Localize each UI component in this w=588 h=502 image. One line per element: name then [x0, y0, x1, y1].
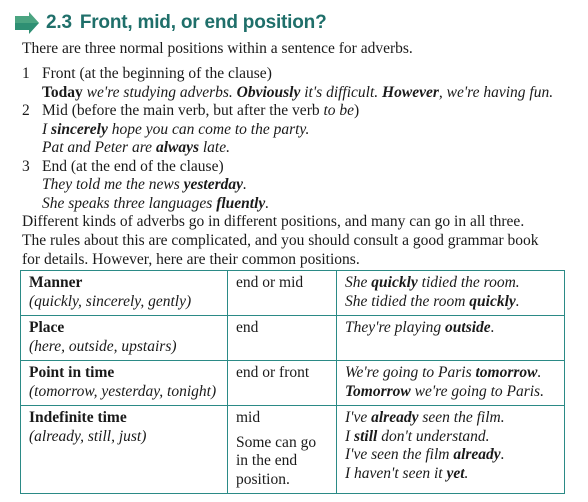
- adverb-highlight: already: [453, 446, 501, 463]
- example-cell: [337, 271, 565, 316]
- table-row: [21, 271, 565, 316]
- table-example: I haven't seen it yet.: [345, 464, 469, 482]
- adverb-highlight: Today: [42, 83, 83, 101]
- adverb-kind-cell: [21, 406, 228, 494]
- position-cell: [228, 361, 337, 406]
- adverb-highlight: always: [155, 139, 199, 156]
- adverb-kind: Place: [29, 319, 65, 336]
- position-note-line: in the end: [236, 452, 298, 469]
- table-example: She tidied the room quickly.: [345, 292, 520, 310]
- adverb-highlight: Tomorrow: [345, 382, 411, 400]
- position-note-line: position.: [236, 470, 290, 488]
- adverb-highlight: yesterday: [183, 176, 244, 193]
- position-item: [22, 158, 582, 214]
- section-number: 2.3: [46, 12, 72, 33]
- position-body: [42, 65, 582, 102]
- example-sentence: They told me the news yesterday.: [42, 176, 247, 193]
- position-number: 1: [22, 65, 30, 82]
- paragraph-line: The rules about this are complicated, and you should consult a good grammar book: [22, 232, 539, 249]
- example-sentence: Pat and Peter are always late.: [42, 139, 230, 156]
- table-example: I still don't understand.: [345, 427, 490, 445]
- adverb-highlight: quickly: [371, 274, 418, 291]
- table-row: [21, 361, 565, 406]
- position-number: 2: [22, 102, 30, 119]
- paragraph-line: Different kinds of adverbs go in different positions, and many can go in all three.: [22, 213, 525, 230]
- table-example: We're going to Paris tomorrow.: [345, 364, 542, 381]
- adverb-kind: Point in time: [29, 364, 115, 381]
- position-cell: [228, 316, 337, 361]
- position-body: [42, 102, 582, 158]
- explanation-paragraph: [22, 212, 539, 269]
- position-label: Front (at the beginning of the clause): [42, 65, 272, 82]
- section-title-text: Front, mid, or end position?: [79, 12, 327, 33]
- adverb-highlight: sincerely: [51, 120, 108, 138]
- adverb-examples: (here, outside, upstairs): [29, 337, 177, 355]
- position-item: [22, 102, 582, 158]
- intro-text: There are three normal positions within a sentence for adverbs.: [22, 40, 413, 57]
- adverb-examples: (quickly, sincerely, gently): [29, 292, 192, 310]
- position-value: mid: [236, 409, 261, 426]
- positions-list: [22, 65, 582, 213]
- adverb-highlight: However: [382, 83, 439, 101]
- position-number: 3: [22, 157, 30, 175]
- table-row: [21, 406, 565, 494]
- adverb-highlight: Obviously: [236, 83, 301, 101]
- table-example: Tomorrow we're going to Paris.: [345, 382, 544, 400]
- position-item: [22, 65, 582, 102]
- table-row: [21, 316, 565, 361]
- position-value: end or front: [236, 364, 310, 381]
- adverb-highlight: fluently: [216, 194, 266, 212]
- example-cell: [337, 361, 565, 406]
- position-label: Mid (before the main verb, but after the verb to be): [42, 102, 360, 119]
- table-example: She quickly tidied the room.: [345, 274, 520, 291]
- position-label: End (at the end of the clause): [42, 157, 224, 175]
- adverb-kind: Manner: [29, 274, 83, 291]
- adverb-kind: Indefinite time: [29, 409, 127, 426]
- adverb-examples: (tomorrow, yesterday, tonight): [29, 382, 217, 400]
- example-cell: [337, 316, 565, 361]
- adverb-kind-cell: [21, 316, 228, 361]
- table-example: I've seen the film already.: [345, 446, 505, 463]
- adverb-highlight: quickly: [469, 292, 516, 310]
- section-heading: [14, 10, 326, 36]
- adverb-positions-table: [20, 270, 565, 494]
- adverb-highlight: yet: [446, 464, 465, 482]
- position-label-em: to be: [323, 102, 355, 119]
- position-cell: [228, 406, 337, 494]
- paragraph-line: for details. However, here are their common positions.: [22, 251, 360, 268]
- position-note-line: Some can go: [236, 433, 317, 451]
- position-note: [236, 434, 328, 490]
- adverb-kind-cell: [21, 361, 228, 406]
- position-cell: [228, 271, 337, 316]
- table-example: I've already seen the film.: [345, 409, 505, 426]
- adverb-highlight: still: [354, 427, 378, 445]
- adverb-highlight: outside: [445, 319, 491, 336]
- adverb-highlight: already: [371, 409, 419, 426]
- example-sentence: Today we're studying adverbs. Obviously it's difficult. However, we're having fun.: [42, 83, 554, 101]
- teal-arrow-icon: [14, 12, 40, 34]
- example-sentence: I sincerely hope you can come to the party.: [42, 120, 310, 138]
- position-value: end: [236, 319, 259, 336]
- adverb-highlight: tomorrow: [475, 364, 538, 381]
- adverb-kind-cell: [21, 271, 228, 316]
- example-cell: [337, 406, 565, 494]
- table-example: They're playing outside.: [345, 319, 495, 336]
- position-body: [42, 158, 582, 214]
- position-value: end or mid: [236, 274, 304, 291]
- adverb-examples: (already, still, just): [29, 427, 147, 445]
- section-title: [46, 12, 326, 34]
- example-sentence: She speaks three languages fluently.: [42, 194, 270, 212]
